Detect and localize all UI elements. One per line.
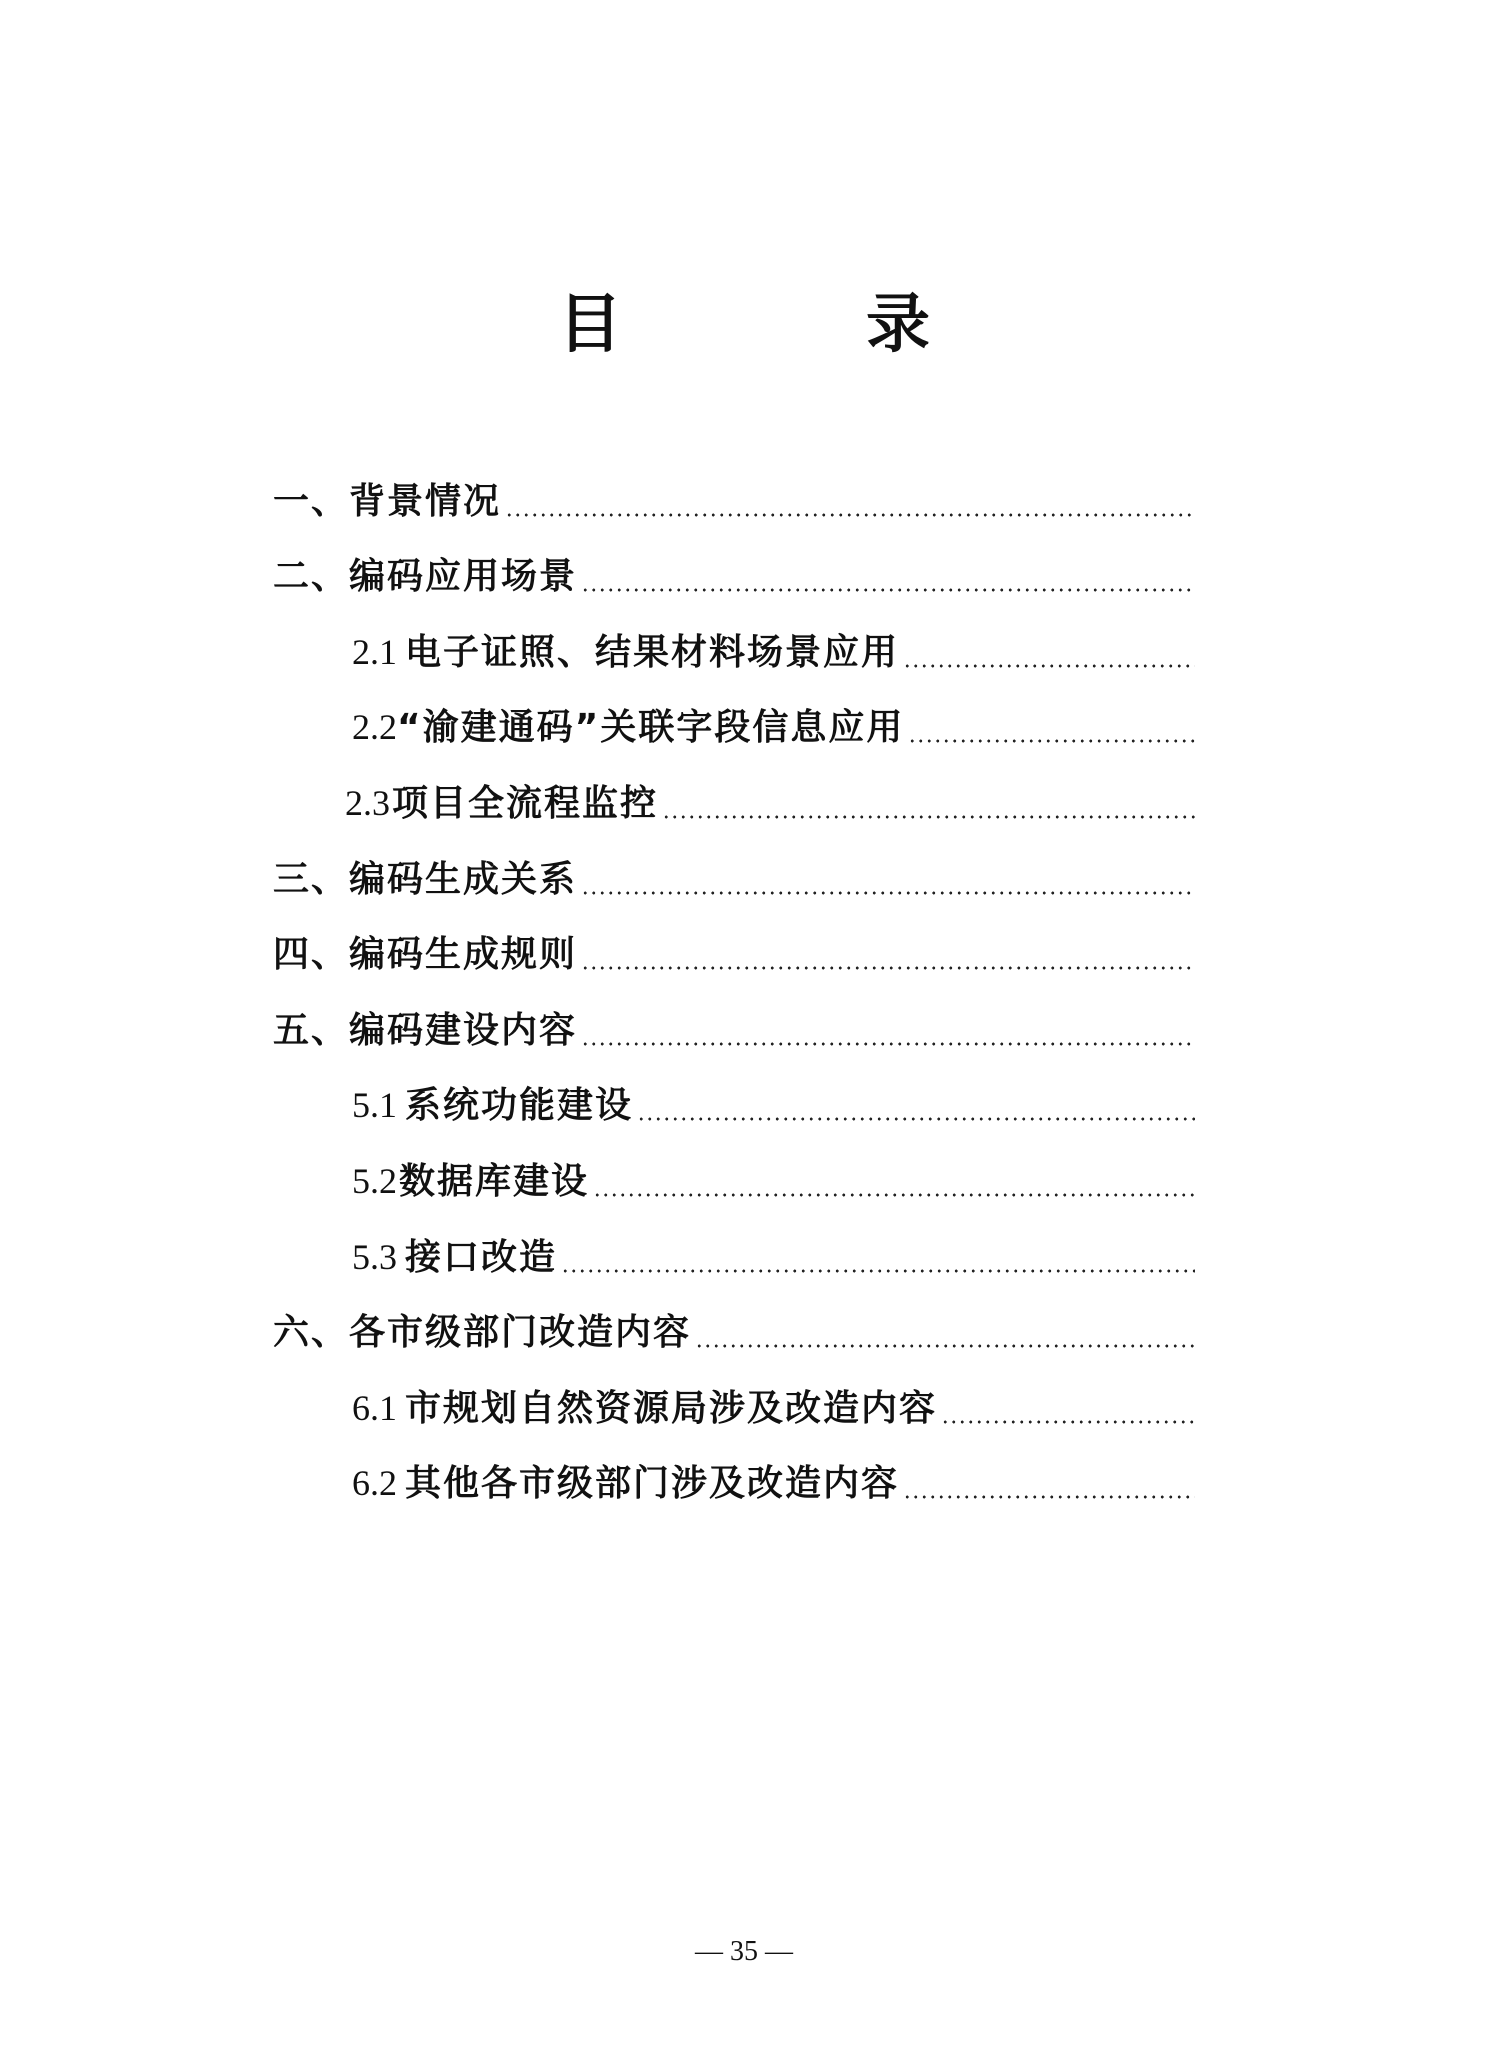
toc-entry-number: 6.2 [352, 1463, 397, 1504]
toc-entry-number: 5.1 [352, 1085, 397, 1126]
toc-entry-label [352, 1235, 557, 1280]
toc-entry-coding-construction[interactable] [273, 989, 1195, 1065]
toc-entry-text: 项目全流程监控 [392, 782, 659, 824]
toc-entry-number: 5.3 [352, 1236, 397, 1277]
toc-entry-coding-relations[interactable] [273, 838, 1195, 914]
dot-leader [593, 1192, 1195, 1198]
toc-entry-text: 电子证照、结果材料场景应用 [405, 631, 900, 673]
toc-entry-background[interactable] [273, 460, 1195, 536]
toc-entry-coding-scenarios[interactable] [273, 536, 1195, 612]
toc-entry-text: 接口改造 [405, 1236, 558, 1278]
toc-entry-6-2[interactable] [352, 1443, 1195, 1519]
page-number: — 35 — [695, 1936, 793, 1967]
dot-leader [581, 587, 1195, 593]
toc-entry-label [352, 1386, 937, 1431]
toc-entry-number: 5.2 [352, 1160, 397, 1201]
toc-entry-label [352, 1159, 589, 1204]
dot-leader [903, 663, 1195, 669]
toc-entry-number: 2.2 [352, 707, 397, 748]
toc-entry-text: “渝建通码”关联字段信息应用 [397, 707, 905, 749]
toc-entry-5-1[interactable] [352, 1065, 1195, 1141]
dot-leader [637, 1116, 1195, 1122]
toc-entry-6-1[interactable] [352, 1367, 1195, 1443]
toc-entry-label [345, 781, 658, 826]
toc-entry-label: 一、背景情况 [273, 480, 502, 522]
toc-entry-label: 五、编码建设内容 [273, 1009, 578, 1051]
dot-leader [561, 1268, 1195, 1274]
page-title: 目 录 [558, 288, 1020, 362]
dot-leader [908, 738, 1195, 744]
toc-entry-department-changes[interactable] [273, 1292, 1195, 1368]
toc-entry-2-3[interactable] [345, 762, 1195, 838]
toc-entry-label [352, 1461, 899, 1506]
dot-leader [581, 890, 1195, 896]
toc-entry-text: 其他各市级部门涉及改造内容 [405, 1463, 900, 1505]
toc-entry-label: 四、编码生成规则 [273, 934, 578, 976]
toc-entry-2-1[interactable] [352, 611, 1195, 687]
dot-leader [662, 814, 1195, 820]
toc-entry-number: 2.1 [352, 631, 397, 672]
toc-entry-number: 2.3 [345, 782, 390, 823]
toc-entry-label [352, 630, 899, 675]
toc-entry-label [352, 1083, 633, 1128]
toc-entry-5-3[interactable] [352, 1216, 1195, 1292]
toc-entry-5-2[interactable] [352, 1140, 1195, 1216]
toc-entry-text: 系统功能建设 [405, 1085, 634, 1127]
dot-leader [903, 1494, 1195, 1500]
toc-entry-label [352, 705, 904, 750]
toc-entry-label: 六、各市级部门改造内容 [273, 1312, 692, 1354]
dot-leader [505, 512, 1195, 518]
toc-entry-text: 数据库建设 [399, 1160, 590, 1202]
dot-leader [581, 965, 1195, 971]
dot-leader [941, 1419, 1195, 1425]
dot-leader [581, 1041, 1195, 1047]
toc-entry-2-2[interactable] [352, 687, 1195, 763]
toc-entry-coding-rules[interactable] [273, 914, 1195, 990]
toc-entry-label: 二、编码应用场景 [273, 556, 578, 598]
table-of-contents [0, 460, 1488, 1518]
dot-leader [695, 1343, 1195, 1349]
toc-entry-text: 市规划自然资源局涉及改造内容 [405, 1387, 938, 1429]
toc-entry-number: 6.1 [352, 1387, 397, 1428]
toc-entry-label: 三、编码生成关系 [273, 858, 578, 900]
